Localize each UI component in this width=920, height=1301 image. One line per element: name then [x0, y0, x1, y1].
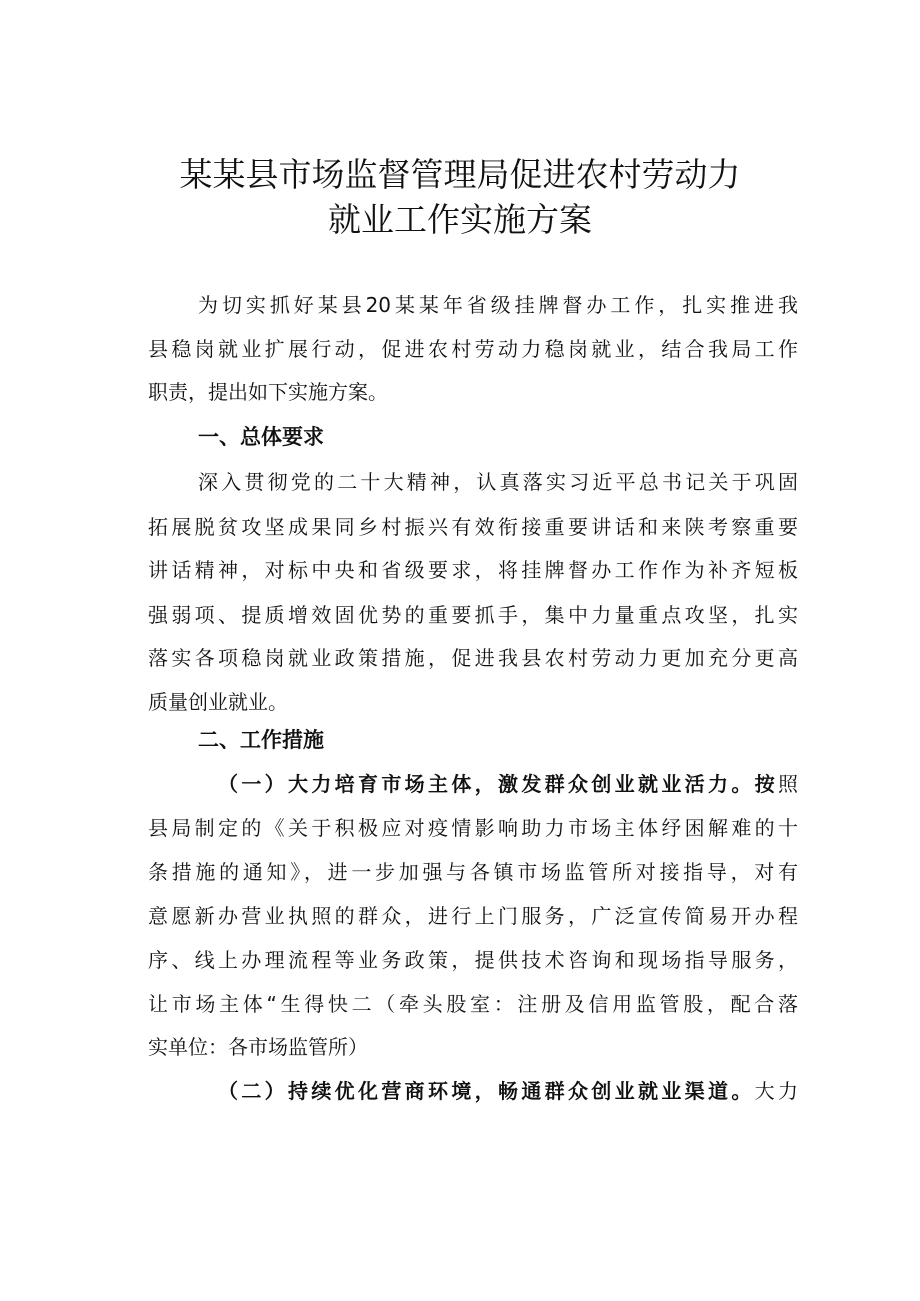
intro-line-1: 为切实抓好某县20某某年省级挂牌督办工作，扎实推进我	[198, 293, 798, 317]
section-1-line-2: 拓展脱贫攻坚成果同乡村振兴有效衔接重要讲话和来陕考察重要	[148, 515, 798, 539]
measure-2-bold-title: （二）持续优化营商环境，畅通群众创业就业渠道。	[218, 1079, 755, 1103]
measure-1-line-3: 条措施的通知》，进一步加强与各镇市场监管所对接指导，对有	[148, 860, 798, 884]
measure-1-line-7: 实单位：各市场监管所）	[148, 1035, 368, 1059]
document-title-line-2: 就业工作实施方案	[328, 200, 592, 239]
measure-1-line-5: 序、线上办理流程等业务政策，提供技术咨询和现场指导服务，	[148, 948, 798, 972]
intro-line-2: 县稳岗就业扩展行动，促进农村劳动力稳岗就业，结合我局工作	[148, 337, 798, 361]
measure-1-line-6: 让市场主体“生得快二（牵头股室：注册及信用监管股，配合落	[148, 992, 798, 1016]
measure-1-line-2: 县局制定的《关于积极应对疫情影响助力市场主体纾困解难的十	[148, 816, 798, 840]
section-1-line-1: 深入贯彻党的二十大精神，认真落实习近平总书记关于巩固	[198, 470, 798, 494]
measure-1-first-line-rest: 照	[778, 772, 798, 796]
section-2-heading: 二、工作措施	[198, 728, 324, 752]
section-1-line-5: 落实各项稳岗就业政策措施，促进我县农村劳动力更加充分更高	[148, 646, 798, 670]
document-title-line-1: 某某县市场监督管理局促进农村劳动力	[179, 155, 741, 194]
measure-2-first-line-rest: 大力	[754, 1079, 799, 1103]
intro-line-3: 职责，提出如下实施方案。	[148, 380, 388, 404]
measure-2-first-line	[218, 1071, 798, 1111]
measure-1-bold-title: （一）大力培育市场主体，激发群众创业就业活力。按	[218, 772, 778, 796]
measure-1-line-4: 意愿新办营业执照的群众，进行上门服务，广泛宣传简易开办程	[148, 904, 798, 928]
section-1-heading: 一、总体要求	[198, 425, 324, 449]
section-1-line-4: 强弱项、提质增效固优势的重要抓手，集中力量重点攻坚，扎实	[148, 603, 798, 627]
section-1-line-3: 讲话精神，对标中央和省级要求，将挂牌督办工作作为补齐短板	[148, 558, 798, 582]
measure-1-first-line	[218, 764, 798, 804]
section-1-line-6: 质量创业就业。	[148, 690, 288, 714]
